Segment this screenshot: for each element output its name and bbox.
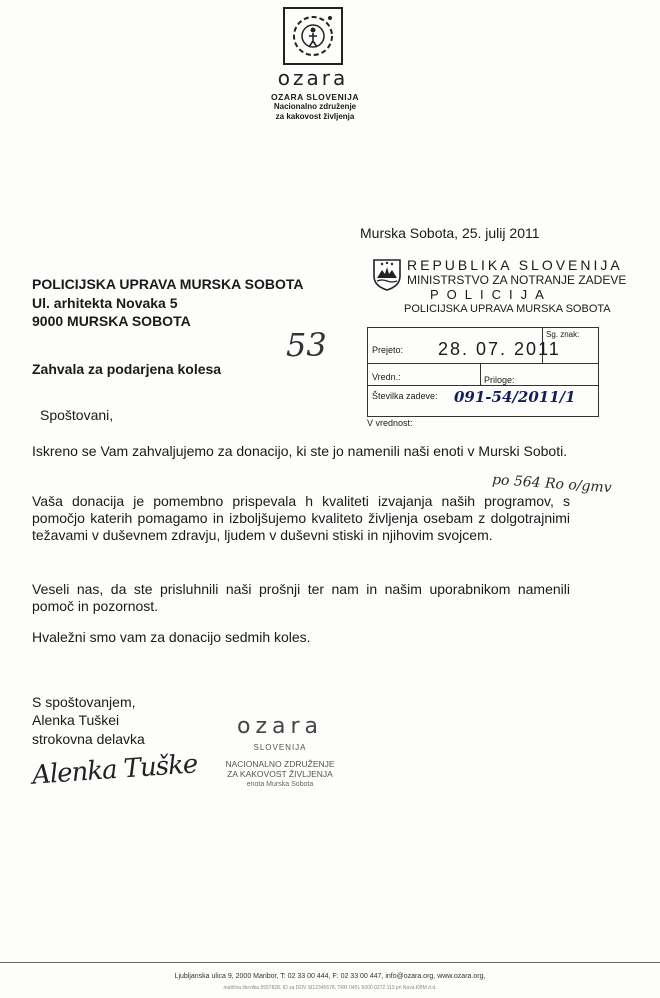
logo-wordmark: ozara [277,66,349,90]
value-label: Vredn.: [372,372,401,382]
recipient-line-2: Ul. arhitekta Novaka 5 [32,295,178,311]
case-number-value: 091-54/2011/1 [454,388,576,406]
org-stamp-line-4: enota Murska Sobota [246,781,314,788]
received-stamp [367,327,599,417]
signer-name: Alenka Tuškei [32,712,120,728]
received-label: Prejeto: [372,345,404,355]
org-name: OZARA SLOVENIJA [271,92,359,102]
signer-role: strokovna delavka [32,731,145,747]
sign-label: Sg. znak: [546,330,580,339]
handwritten-number: 53 [286,326,327,364]
stamp-republic: REPUBLIKA SLOVENIJA [407,257,623,273]
footer-divider [0,962,660,963]
paragraph-4: Hvaležni smo vam za donacijo sedmih koles. [32,629,311,645]
received-date: 28. 07. 2011 [438,339,561,359]
paragraph-2: Vaša donacija je pomembno prispevala h kvaliteti izvajanja naših programov, s pomočjo katerih pomagamo in izboljšujemo kvaliteto življenja osebam z dolgotrajnimi težavami v duševnem zdravju, ljudem v duševni stiski in njihovim svojcem. [32,493,570,543]
in-value-label: V vrednost: [367,418,413,428]
org-stamp-line-1: SLOVENIJA [253,743,307,752]
letter-date: Murska Sobota, 25. julij 2011 [360,225,540,241]
footer-contact: Ljubljanska ulica 9, 2000 Maribor, T: 02 33 00 444, F: 02 33 00 447, info@ozara.org, www.ozara.org, [174,973,486,980]
handwritten-note: po 564 Ro o/gmv [491,471,613,497]
letter-subject: Zahvala za podarjena kolesa [32,361,222,377]
paragraph-1: Iskreno se Vam zahvaljujemo za donacijo, ki ste jo namenili naši enoti v Murski Soboti. [32,443,568,459]
org-stamp-line-2: NACIONALNO ZDRUŽENJE [225,759,335,769]
recipient-line-1: POLICIJSKA UPRAVA MURSKA SOBOTA [32,276,304,292]
ozara-logo-icon [282,6,344,66]
stamp-police: POLICIJA [430,287,552,302]
stamp-ministry: MINISTRSTVO ZA NOTRANJE ZADEVE [407,273,627,287]
org-stamp-word: ozara [236,714,323,739]
greeting: Spoštovani, [40,407,114,423]
org-stamp-line-3: ZA KAKOVOST ŽIVLJENJA [227,769,333,779]
closing-salutation: S spoštovanjem, [32,694,136,710]
recipient-line-3: 9000 MURSKA SOBOTA [32,313,191,329]
case-number-label: Številka zadeve: [372,391,438,401]
org-subtitle-1: Nacionalno združenje [273,102,357,111]
coat-of-arms-icon [372,258,402,292]
paragraph-3: Veseli nas, da ste prisluhnili naši prošnji ter nam in našim uporabnikom namenili pomoč in pozornost. [32,581,570,614]
stamp-police-unit: POLICIJSKA UPRAVA MURSKA SOBOTA [404,303,611,315]
handwritten-signature: Alenka Tuške [31,749,199,791]
org-subtitle-2: za kakovost življenja [275,112,355,121]
attachments-label: Priloge: [484,375,515,385]
footer-registration: matična številka 5557828, ID za DDV SI12345678, TRR 0451 5000 0272 113 pri Nova KBM d.d. [223,985,437,991]
